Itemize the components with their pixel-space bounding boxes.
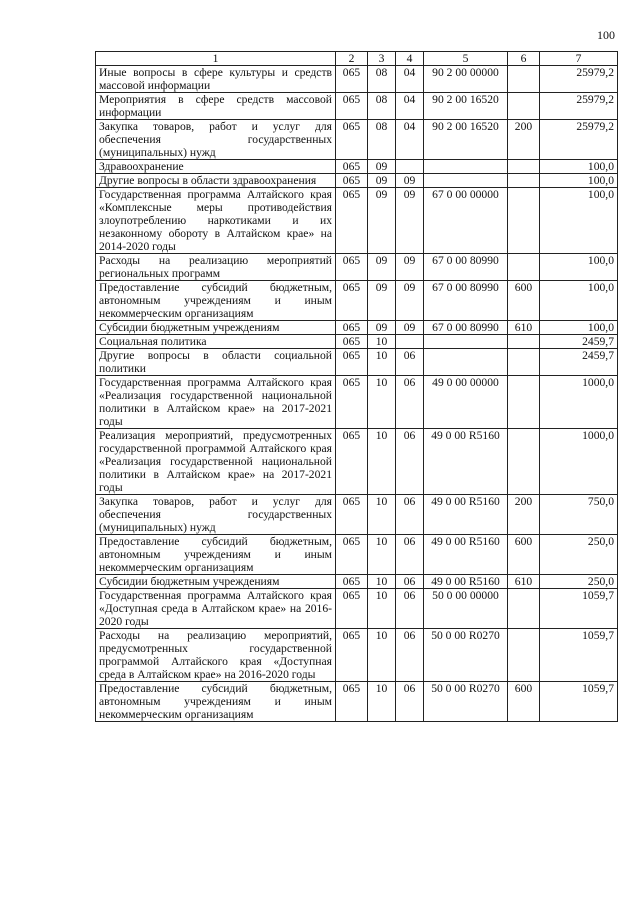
admin-code-cell: 065 [336,629,368,682]
section-code-cell: 09 [368,160,396,174]
table-row [96,281,618,321]
amount-cell: 750,0 [540,495,618,535]
target-article-cell: 67 0 00 80990 [424,254,508,281]
section-code-cell: 09 [368,321,396,335]
amount-cell: 100,0 [540,321,618,335]
section-code-cell: 10 [368,376,396,429]
section-code-cell: 10 [368,335,396,349]
subsection-code-cell: 09 [396,281,424,321]
expense-type-cell [508,188,540,254]
amount-cell: 25979,2 [540,120,618,160]
row-name-cell: Реализация мероприятий, предусмотренных государственной программой Алтайского края «Реализация государственной национальной политики в Алтайском крае» на 2017-2021 годы [96,429,336,495]
expense-type-cell [508,349,540,376]
table-row [96,629,618,682]
expense-type-cell [508,160,540,174]
admin-code-cell: 065 [336,66,368,93]
table-row [96,120,618,160]
section-code-cell: 10 [368,429,396,495]
target-article-cell: 67 0 00 00000 [424,188,508,254]
subsection-code-cell: 06 [396,589,424,629]
subsection-code-cell [396,335,424,349]
column-number-3: 3 [368,52,396,66]
amount-cell: 1000,0 [540,376,618,429]
amount-cell: 250,0 [540,535,618,575]
amount-cell: 1000,0 [540,429,618,495]
expense-type-cell [508,254,540,281]
section-code-cell: 08 [368,93,396,120]
table-row [96,66,618,93]
row-name-cell: Закупка товаров, работ и услуг для обеспечения государственных (муниципальных) нужд [96,495,336,535]
target-article-cell [424,335,508,349]
row-name-cell: Мероприятия в сфере средств массовой информации [96,93,336,120]
row-name-cell: Социальная политика [96,335,336,349]
amount-cell: 100,0 [540,174,618,188]
amount-cell: 100,0 [540,188,618,254]
subsection-code-cell: 06 [396,535,424,575]
column-number-5: 5 [424,52,508,66]
target-article-cell: 50 0 00 00000 [424,589,508,629]
admin-code-cell: 065 [336,254,368,281]
table-row [96,575,618,589]
admin-code-cell: 065 [336,93,368,120]
admin-code-cell: 065 [336,188,368,254]
section-code-cell: 09 [368,174,396,188]
expense-type-cell: 610 [508,575,540,589]
table-row [96,254,618,281]
amount-cell: 100,0 [540,160,618,174]
subsection-code-cell: 06 [396,376,424,429]
admin-code-cell: 065 [336,682,368,722]
expense-type-cell: 600 [508,535,540,575]
table-row [96,589,618,629]
target-article-cell: 49 0 00 R5160 [424,535,508,575]
subsection-code-cell: 06 [396,682,424,722]
row-name-cell: Государственная программа Алтайского края «Реализация государственной национальной политики в Алтайском крае» на 2017-2021 годы [96,376,336,429]
row-name-cell: Государственная программа Алтайского края «Доступная среда в Алтайском крае» на 2016-2020 годы [96,589,336,629]
target-article-cell: 90 2 00 16520 [424,93,508,120]
table-row [96,682,618,722]
row-name-cell: Другие вопросы в области здравоохранения [96,174,336,188]
table-row [96,160,618,174]
target-article-cell: 50 0 00 R0270 [424,682,508,722]
row-name-cell: Другие вопросы в области социальной политики [96,349,336,376]
column-number-2: 2 [336,52,368,66]
section-code-cell: 10 [368,589,396,629]
row-name-cell: Здравоохранение [96,160,336,174]
expense-type-cell [508,376,540,429]
table-row [96,188,618,254]
amount-cell: 250,0 [540,575,618,589]
admin-code-cell: 065 [336,589,368,629]
expense-type-cell [508,589,540,629]
amount-cell: 1059,7 [540,629,618,682]
table-row [96,376,618,429]
row-name-cell: Предоставление субсидий бюджетным, автономным учреждениям и иным некоммерческим организациям [96,682,336,722]
row-name-cell: Предоставление субсидий бюджетным, автономным учреждениям и иным некоммерческим организациям [96,281,336,321]
table-row [96,495,618,535]
row-name-cell: Предоставление субсидий бюджетным, автономным учреждениям и иным некоммерческим организациям [96,535,336,575]
page-number: 100 [597,28,615,42]
expense-type-cell [508,93,540,120]
table-row [96,429,618,495]
section-code-cell: 10 [368,575,396,589]
section-code-cell: 09 [368,281,396,321]
expense-type-cell [508,66,540,93]
column-number-1: 1 [96,52,336,66]
row-name-cell: Субсидии бюджетным учреждениям [96,321,336,335]
expense-type-cell: 600 [508,281,540,321]
subsection-code-cell: 04 [396,66,424,93]
target-article-cell: 67 0 00 80990 [424,321,508,335]
table-row [96,349,618,376]
amount-cell: 2459,7 [540,349,618,376]
section-code-cell: 09 [368,188,396,254]
section-code-cell: 10 [368,682,396,722]
target-article-cell: 49 0 00 R5160 [424,429,508,495]
subsection-code-cell: 06 [396,629,424,682]
subsection-code-cell: 06 [396,575,424,589]
admin-code-cell: 065 [336,321,368,335]
column-number-6: 6 [508,52,540,66]
expense-type-cell [508,629,540,682]
target-article-cell: 90 2 00 16520 [424,120,508,160]
amount-cell: 25979,2 [540,66,618,93]
column-number-4: 4 [396,52,424,66]
column-number-7: 7 [540,52,618,66]
target-article-cell: 49 0 00 R5160 [424,575,508,589]
amount-cell: 1059,7 [540,682,618,722]
section-code-cell: 10 [368,495,396,535]
admin-code-cell: 065 [336,120,368,160]
subsection-code-cell: 09 [396,254,424,281]
budget-table [95,51,618,722]
section-code-cell: 09 [368,254,396,281]
section-code-cell: 08 [368,120,396,160]
admin-code-cell: 065 [336,495,368,535]
row-name-cell: Расходы на реализацию мероприятий региональных программ [96,254,336,281]
section-code-cell: 08 [368,66,396,93]
target-article-cell: 50 0 00 R0270 [424,629,508,682]
admin-code-cell: 065 [336,160,368,174]
section-code-cell: 10 [368,535,396,575]
expense-type-cell: 600 [508,682,540,722]
row-name-cell: Расходы на реализацию мероприятий, предусмотренных государственной программой Алтайского края «Доступная среда в Алтайском крае» на 2016-2020 годы [96,629,336,682]
subsection-code-cell: 06 [396,495,424,535]
target-article-cell: 49 0 00 R5160 [424,495,508,535]
table-row [96,93,618,120]
admin-code-cell: 065 [336,174,368,188]
admin-code-cell: 065 [336,429,368,495]
admin-code-cell: 065 [336,335,368,349]
row-name-cell: Субсидии бюджетным учреждениям [96,575,336,589]
expense-type-cell: 610 [508,321,540,335]
amount-cell: 100,0 [540,281,618,321]
row-name-cell: Государственная программа Алтайского края «Комплексные меры противодействия злоупотреблению наркотиками и их незаконному обороту в Алтайском крае» на 2014-2020 годы [96,188,336,254]
target-article-cell: 49 0 00 00000 [424,376,508,429]
target-article-cell [424,160,508,174]
target-article-cell [424,174,508,188]
subsection-code-cell: 04 [396,120,424,160]
subsection-code-cell: 06 [396,349,424,376]
subsection-code-cell: 09 [396,174,424,188]
amount-cell: 2459,7 [540,335,618,349]
table-row [96,174,618,188]
section-code-cell: 10 [368,349,396,376]
subsection-code-cell: 04 [396,93,424,120]
expense-type-cell: 200 [508,120,540,160]
amount-cell: 1059,7 [540,589,618,629]
admin-code-cell: 065 [336,281,368,321]
admin-code-cell: 065 [336,575,368,589]
subsection-code-cell [396,160,424,174]
expense-type-cell [508,174,540,188]
admin-code-cell: 065 [336,349,368,376]
subsection-code-cell: 06 [396,429,424,495]
admin-code-cell: 065 [336,376,368,429]
expense-type-cell [508,429,540,495]
target-article-cell: 67 0 00 80990 [424,281,508,321]
target-article-cell: 90 2 00 00000 [424,66,508,93]
admin-code-cell: 065 [336,535,368,575]
table-row [96,335,618,349]
table-row [96,321,618,335]
subsection-code-cell: 09 [396,188,424,254]
expense-type-cell: 200 [508,495,540,535]
target-article-cell [424,349,508,376]
subsection-code-cell: 09 [396,321,424,335]
amount-cell: 100,0 [540,254,618,281]
table-row [96,535,618,575]
section-code-cell: 10 [368,629,396,682]
table-header-row [96,52,618,66]
amount-cell: 25979,2 [540,93,618,120]
row-name-cell: Иные вопросы в сфере культуры и средств массовой информации [96,66,336,93]
expense-type-cell [508,335,540,349]
row-name-cell: Закупка товаров, работ и услуг для обеспечения государственных (муниципальных) нужд [96,120,336,160]
